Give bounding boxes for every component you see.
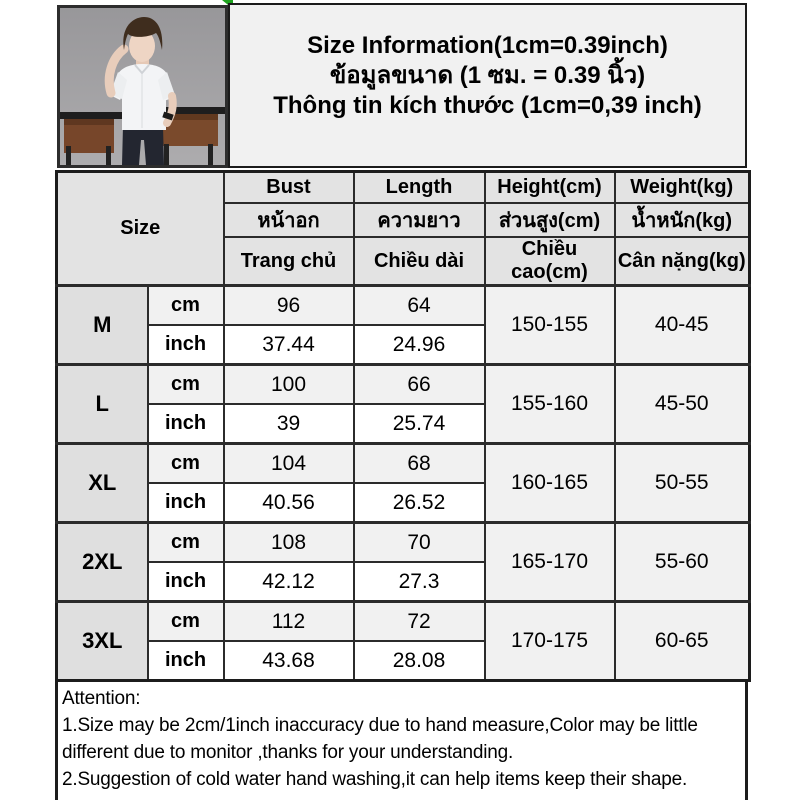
- unit-cell-inch: inch: [148, 483, 224, 523]
- bust-cm-value: 108: [224, 523, 354, 563]
- height-range: 160-165: [485, 444, 615, 523]
- unit-cell-cm: cm: [148, 444, 224, 484]
- weight-range: 40-45: [615, 286, 750, 365]
- attention-box: [55, 682, 748, 800]
- size-sheet: [55, 170, 748, 800]
- height-range: 170-175: [485, 602, 615, 681]
- size-header-cell: Size: [57, 172, 224, 286]
- col-header-weight-th: น้ำหนัก(kg): [615, 203, 750, 237]
- attention-line-1: 1.Size may be 2cm/1inch inaccuracy due to hand measure,Color may be little different due to monitor ,thanks for your understanding.: [62, 715, 698, 763]
- length-inch-value: 27.3: [354, 562, 485, 602]
- bust-inch-value: 42.12: [224, 562, 354, 602]
- size-label-cell: L: [57, 365, 148, 444]
- unit-cell-cm: cm: [148, 602, 224, 642]
- weight-range: 60-65: [615, 602, 750, 681]
- unit-cell-cm: cm: [148, 365, 224, 405]
- attention-heading: Attention:: [62, 688, 141, 709]
- col-header-height-vi: Chiều cao(cm): [485, 237, 615, 286]
- model-photo-illustration: [60, 8, 225, 165]
- header-row-english: [57, 172, 750, 204]
- title-line-english: Size Information(1cm=0.39inch): [307, 32, 668, 59]
- table-row: [57, 365, 750, 405]
- length-cm-value: 68: [354, 444, 485, 484]
- table-row: [57, 444, 750, 484]
- bust-inch-value: 39: [224, 404, 354, 444]
- table-row: [57, 523, 750, 563]
- bust-inch-value: 37.44: [224, 325, 354, 365]
- table-row: [57, 286, 750, 326]
- table-row: [57, 602, 750, 642]
- bust-inch-value: 43.68: [224, 641, 354, 681]
- bust-cm-value: 112: [224, 602, 354, 642]
- unit-cell-cm: cm: [148, 286, 224, 326]
- col-header-bust-th: หน้าอก: [224, 203, 354, 237]
- length-inch-value: 28.08: [354, 641, 485, 681]
- bust-cm-value: 100: [224, 365, 354, 405]
- weight-range: 50-55: [615, 444, 750, 523]
- attention-line-2: 2.Suggestion of cold water hand washing,it can help items keep their shape.: [62, 769, 688, 790]
- col-header-length-vi: Chiều dài: [354, 237, 485, 286]
- height-range: 165-170: [485, 523, 615, 602]
- size-info-title-panel: [228, 3, 747, 168]
- model-photo: [57, 5, 228, 168]
- col-header-height-th: ส่วนสูง(cm): [485, 203, 615, 237]
- size-label-cell: 2XL: [57, 523, 148, 602]
- length-cm-value: 66: [354, 365, 485, 405]
- length-inch-value: 26.52: [354, 483, 485, 523]
- length-inch-value: 24.96: [354, 325, 485, 365]
- bust-inch-value: 40.56: [224, 483, 354, 523]
- weight-range: 55-60: [615, 523, 750, 602]
- size-table: [55, 170, 751, 682]
- title-line-vietnamese: Thông tin kích thước (1cm=0,39 inch): [273, 92, 702, 119]
- length-inch-value: 25.74: [354, 404, 485, 444]
- col-header-height-en: Height(cm): [485, 172, 615, 204]
- bust-cm-value: 104: [224, 444, 354, 484]
- unit-cell-inch: inch: [148, 404, 224, 444]
- height-range: 155-160: [485, 365, 615, 444]
- height-range: 150-155: [485, 286, 615, 365]
- col-header-bust-vi: Trang chủ: [224, 237, 354, 286]
- title-line-thai: ข้อมูลขนาด (1 ซม. = 0.39 นิ้ว): [329, 62, 646, 89]
- unit-cell-inch: inch: [148, 641, 224, 681]
- unit-cell-cm: cm: [148, 523, 224, 563]
- col-header-weight-vi: Cân nặng(kg): [615, 237, 750, 286]
- bust-cm-value: 96: [224, 286, 354, 326]
- col-header-length-en: Length: [354, 172, 485, 204]
- unit-cell-inch: inch: [148, 562, 224, 602]
- col-header-weight-en: Weight(kg): [615, 172, 750, 204]
- weight-range: 45-50: [615, 365, 750, 444]
- size-label-cell: XL: [57, 444, 148, 523]
- col-header-length-th: ความยาว: [354, 203, 485, 237]
- unit-cell-inch: inch: [148, 325, 224, 365]
- length-cm-value: 64: [354, 286, 485, 326]
- length-cm-value: 70: [354, 523, 485, 563]
- col-header-bust-en: Bust: [224, 172, 354, 204]
- size-label-cell: 3XL: [57, 602, 148, 681]
- size-label-cell: M: [57, 286, 148, 365]
- length-cm-value: 72: [354, 602, 485, 642]
